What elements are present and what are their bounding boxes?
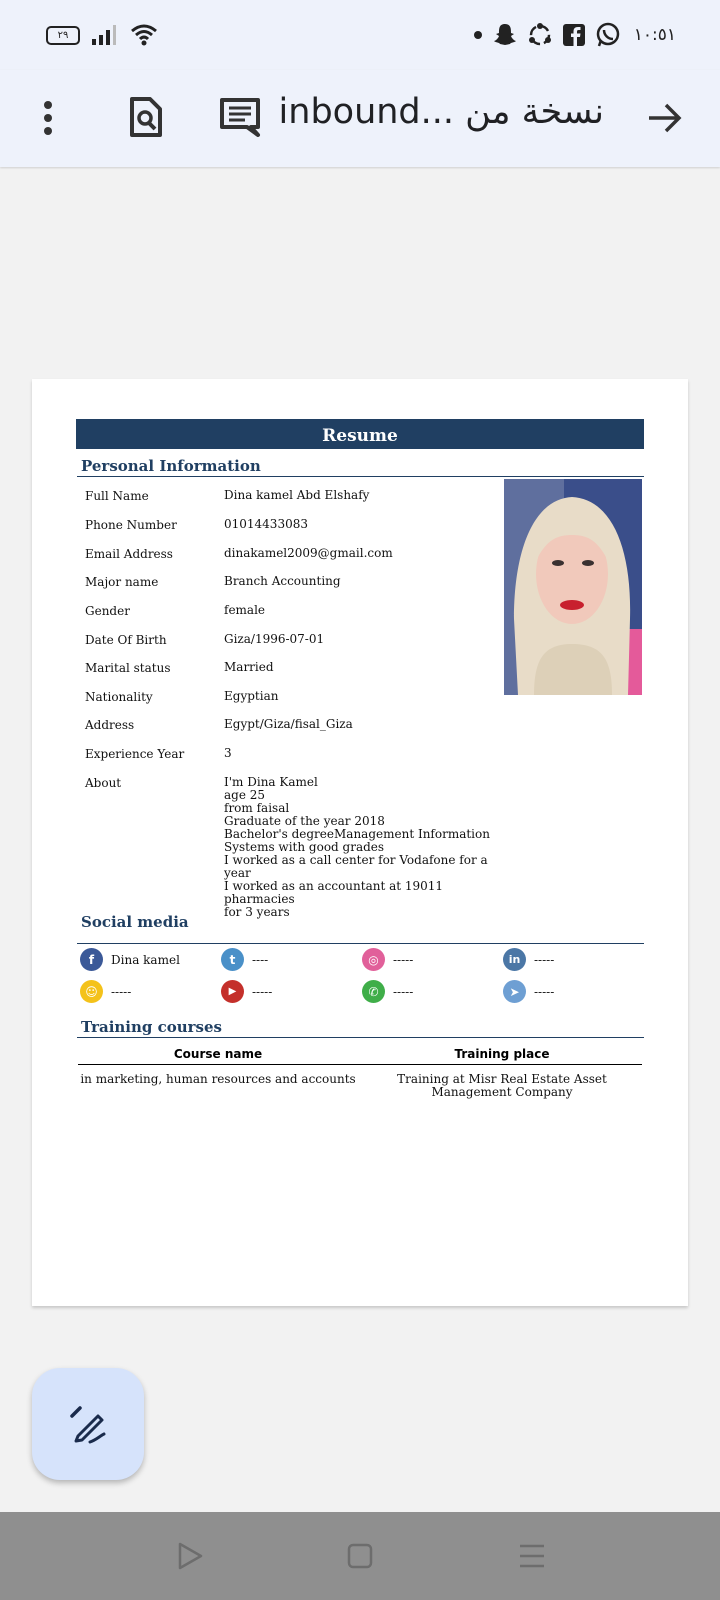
app-bar <box>0 70 720 167</box>
personal-info-title: Personal Information <box>81 457 261 475</box>
section-divider <box>77 476 644 477</box>
status-left <box>46 22 158 48</box>
whatsapp-status-icon <box>595 22 621 48</box>
document-search-icon <box>129 96 163 138</box>
training-place-header: Training place <box>454 1047 550 1061</box>
info-value: Egyptian <box>224 689 279 703</box>
info-label: Email Address <box>85 547 173 561</box>
info-value: dinakamel2009@gmail.com <box>224 546 393 560</box>
social-whatsapp[interactable] <box>362 980 413 1003</box>
nav-home-button[interactable] <box>330 1532 390 1580</box>
about-line: year <box>224 866 251 880</box>
info-value: Branch Accounting <box>224 574 341 588</box>
edit-pen-icon <box>68 1404 108 1444</box>
info-value: Egypt/Giza/fisal_Giza <box>224 717 353 731</box>
more-options-button[interactable] <box>28 90 68 146</box>
triangle-back-icon <box>175 1541 205 1571</box>
info-label: Full Name <box>85 489 149 503</box>
twitter-icon: t <box>221 948 244 971</box>
find-in-document-button[interactable] <box>118 86 174 148</box>
battery-icon <box>46 26 80 45</box>
dot-icon <box>473 30 483 40</box>
info-value: female <box>224 603 266 617</box>
about-line: age 25 <box>224 788 266 802</box>
social-value: ---- <box>252 952 269 967</box>
status-bar <box>0 0 720 70</box>
arrow-right-icon <box>647 102 683 134</box>
social-instagram[interactable] <box>362 948 413 971</box>
about-line: Bachelor's degreeManagement Information <box>224 827 490 841</box>
snapchat-status-icon <box>492 22 518 48</box>
info-value: Married <box>224 660 274 674</box>
social-media-title: Social media <box>81 913 189 931</box>
wifi-icon <box>130 24 158 46</box>
linkedin-icon: in <box>503 948 526 971</box>
navigation-bar <box>0 1512 720 1600</box>
social-youtube[interactable] <box>221 980 272 1003</box>
profile-photo <box>504 479 642 695</box>
about-line: for 3 years <box>224 905 290 919</box>
about-label: About <box>85 776 122 790</box>
info-label: Experience Year <box>85 747 185 761</box>
info-label: Marital status <box>85 661 171 675</box>
square-home-icon <box>346 1542 374 1570</box>
more-vertical-icon <box>43 100 53 136</box>
info-value: Giza/1996-07-01 <box>224 632 325 646</box>
instagram-icon: ◎ <box>362 948 385 971</box>
nav-recents-button[interactable] <box>502 1532 562 1580</box>
info-label: Address <box>85 718 135 732</box>
about-line: I worked as a call center for Vodafone for a <box>224 853 488 867</box>
training-courses-title: Training courses <box>81 1018 222 1036</box>
course-name-cell: in marketing, human resources and accounts <box>80 1072 356 1086</box>
youtube-icon: ▶ <box>221 980 244 1003</box>
document-page <box>32 379 688 1306</box>
course-name-header: Course name <box>173 1047 263 1061</box>
whatsapp-icon: ✆ <box>362 980 385 1003</box>
battery-level: ٢٩ <box>57 29 69 41</box>
social-twitter[interactable] <box>221 948 268 971</box>
snapchat-icon: ☺ <box>80 980 103 1003</box>
forward-button[interactable] <box>640 88 690 148</box>
info-label: Nationality <box>85 690 153 704</box>
about-line: I'm Dina Kamel <box>224 775 318 789</box>
social-value: ----- <box>393 952 414 967</box>
status-right <box>473 20 676 50</box>
about-line: Graduate of the year 2018 <box>224 814 385 828</box>
social-linkedin[interactable] <box>503 948 554 971</box>
info-value: Dina kamel Abd Elshafy <box>224 488 370 502</box>
comments-button[interactable] <box>212 86 268 148</box>
social-value: Dina kamel <box>111 952 180 967</box>
social-value: ----- <box>534 952 555 967</box>
about-line: Systems with good grades <box>224 840 385 854</box>
social-telegram[interactable] <box>503 980 554 1003</box>
social-value: ----- <box>534 984 555 999</box>
about-line: from faisal <box>224 801 290 815</box>
signal-icon <box>92 25 118 45</box>
social-value: ----- <box>111 984 132 999</box>
training-place-line: Training at Misr Real Estate Asset <box>397 1072 607 1086</box>
edit-fab-button[interactable] <box>32 1368 144 1480</box>
social-snapchat[interactable] <box>80 980 131 1003</box>
section-divider <box>77 943 644 944</box>
info-value: 01014433083 <box>224 517 308 531</box>
info-label: Gender <box>85 604 130 618</box>
telegram-icon: ➤ <box>503 980 526 1003</box>
facebook-status-icon <box>562 23 586 47</box>
info-label: Major name <box>85 575 159 589</box>
status-time: ١٠:٥١ <box>633 25 676 45</box>
document-title: نسخة من ...inbound <box>278 92 604 132</box>
training-place-line: Management Company <box>431 1085 573 1099</box>
facebook-icon: f <box>80 948 103 971</box>
social-value: ----- <box>393 984 414 999</box>
info-label: Date Of Birth <box>85 633 167 647</box>
info-value: 3 <box>224 746 232 760</box>
info-label: Phone Number <box>85 518 177 532</box>
menu-lines-icon <box>518 1543 546 1569</box>
about-line: I worked as an accountant at 19011 pharmacies <box>224 879 444 906</box>
comment-icon <box>219 97 261 137</box>
about-text <box>224 776 514 919</box>
resume-heading: Resume <box>76 419 644 449</box>
table-header-divider <box>78 1064 642 1065</box>
training-place-cell <box>362 1073 642 1099</box>
sync-status-icon <box>527 22 553 48</box>
social-facebook[interactable] <box>80 948 180 971</box>
section-divider <box>77 1037 644 1038</box>
social-value: ----- <box>252 984 273 999</box>
nav-back-button[interactable] <box>160 1532 220 1580</box>
